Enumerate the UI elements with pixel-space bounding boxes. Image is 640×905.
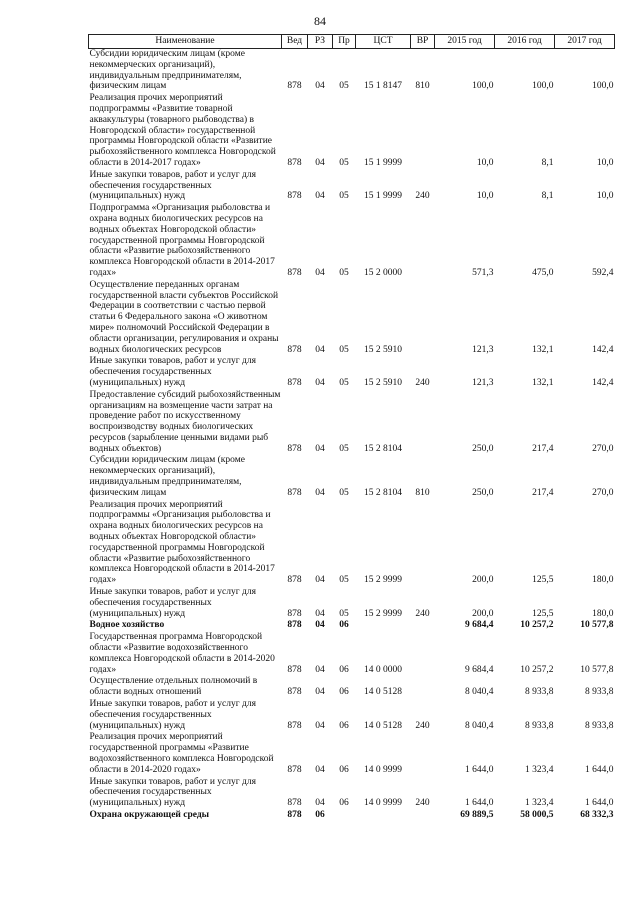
column-header-2016: 2016 год [495,35,555,49]
row-pr: 06 [339,664,349,675]
row-name: Осуществление отдельных полномочий в области водных отношений [89,676,258,698]
row-vr: 240 [415,720,430,731]
row-value-2016: 132,1 [532,344,554,355]
row-name: Реализация прочих мероприятий подпрограммы «Развитие товарной аквакультуры (товарного рыбоводства) в Новгородской области» государственной программы Новгородской области «Развитие рыбохозяйственного комплекса Новгородской области в 2014-2017 годах» [89,93,276,168]
row-rz: 06 [315,809,325,820]
table-row [89,279,615,356]
row-rz: 04 [315,191,325,202]
row-name: Иные закупки товаров, работ и услуг для обеспечения государственных (муниципальных) нужд [89,356,256,388]
row-pr: 06 [339,687,349,698]
row-rz: 04 [315,157,325,168]
column-header-name: Наименование [89,35,282,49]
table-row [89,619,615,631]
row-vr [411,92,435,169]
row-vr [411,809,435,821]
row-value-2015: 121,3 [472,377,494,388]
row-rz: 04 [315,608,325,619]
row-vr [411,202,435,279]
row-value-2015: 10,0 [476,157,494,168]
row-ved: 878 [287,377,302,388]
row-value-2015: 100,0 [472,81,494,92]
row-value-2015: 250,0 [472,443,494,454]
table-row [89,355,615,388]
row-value-2017: 10 577,8 [580,620,614,631]
row-rz: 04 [315,575,325,586]
table-row [89,776,615,809]
table-row [89,49,615,93]
row-value-2015: 9 684,4 [465,620,494,631]
row-name: Иные закупки товаров, работ и услуг для обеспечения государственных (муниципальных) нужд [89,169,256,202]
row-vr: 240 [415,798,430,809]
row-rz: 04 [315,81,325,92]
row-pr: 06 [339,620,349,631]
row-value-2016: 8 933,8 [525,720,554,731]
row-pr: 05 [339,487,349,498]
row-name: Реализация прочих мероприятий подпрограммы «Организация рыболовства и охрана водных биологических ресурсов на водных объектах Новгородской области» государственной программы Новгородской области «Развитие рыбохозяйственного комплекса Новгородской области в 2014-2017 годах» [89,499,275,586]
row-pr: 05 [339,81,349,92]
row-vr: 240 [415,191,430,202]
row-value-2017: 8 933,8 [585,720,614,731]
row-value-2017: 180,0 [592,575,614,586]
row-ved: 878 [287,267,302,278]
row-value-2016: 58 000,5 [520,809,554,820]
row-cst [356,809,411,821]
row-value-2017: 1 644,0 [585,798,614,809]
row-pr: 05 [339,377,349,388]
row-value-2017: 8 933,8 [585,687,614,698]
row-value-2016: 100,0 [532,81,554,92]
row-cst: 15 2 8104 [364,443,402,454]
row-name: Субсидии юридическим лицам (кроме некоммерческих организаций), индивидуальным предпринимателям, физическим лицам [89,49,245,92]
table-row [89,454,615,498]
row-value-2016: 1 323,4 [525,798,554,809]
row-pr: 06 [339,720,349,731]
column-header-2015: 2015 год [435,35,495,49]
row-value-2015: 1 644,0 [465,764,494,775]
row-cst: 14 0 0000 [364,664,402,675]
row-rz: 04 [315,443,325,454]
table-body [89,49,615,821]
table-row [89,809,615,821]
row-cst: 15 2 0000 [364,267,402,278]
table-row [89,731,615,775]
row-vr: 810 [415,487,430,498]
table-row [89,698,615,731]
row-ved: 878 [287,157,302,168]
row-cst: 15 1 9999 [364,191,402,202]
row-ved: 878 [287,664,302,675]
row-value-2015: 8 040,4 [465,687,494,698]
row-ved: 878 [287,687,302,698]
row-cst: 14 0 5128 [364,687,402,698]
row-vr: 240 [415,608,430,619]
row-value-2017: 10 577,8 [580,664,614,675]
row-cst: 15 2 9999 [364,608,402,619]
row-name: Охрана окружающей среды [89,809,210,820]
table-row [89,631,615,675]
row-cst: 15 1 9999 [364,157,402,168]
row-value-2015: 121,3 [472,344,494,355]
row-cst: 14 0 9999 [364,764,402,775]
row-value-2017: 100,0 [592,81,614,92]
column-header-rz: РЗ [308,35,333,49]
row-value-2017: 142,4 [592,344,614,355]
row-value-2015: 69 889,5 [460,809,494,820]
row-ved: 878 [287,798,302,809]
row-name: Иные закупки товаров, работ и услуг для обеспечения государственных (муниципальных) нужд [89,587,256,619]
row-name: Осуществление переданных органам государственной власти субъектов Российской Федерации в соответствии с частью первой статьи 6 Федерального закона «О животном мире» полномочий Российской Федерации в области организации, регулирования и охраны водных биологических ресурсов [89,279,279,355]
row-value-2017: 270,0 [592,487,614,498]
row-name: Субсидии юридическим лицам (кроме некоммерческих организаций), индивидуальным предпринимателям, физическим лицам [89,455,245,498]
row-value-2015: 250,0 [472,487,494,498]
column-header-pr: Пр [333,35,356,49]
row-rz: 04 [315,487,325,498]
row-ved: 878 [287,487,302,498]
column-header-vr: ВР [411,35,435,49]
row-pr: 05 [339,344,349,355]
row-vr [411,389,435,455]
row-vr [411,631,435,675]
row-rz: 04 [315,377,325,388]
row-value-2015: 200,0 [472,608,494,619]
column-header-ved: Вед [282,35,308,49]
row-vr [411,619,435,631]
row-value-2015: 571,3 [472,267,494,278]
row-ved: 878 [287,344,302,355]
row-ved: 878 [287,575,302,586]
row-ved: 878 [287,720,302,731]
table-row [89,389,615,455]
row-value-2017: 68 332,3 [580,809,614,820]
row-rz: 04 [315,720,325,731]
row-pr: 05 [339,608,349,619]
row-vr [411,675,435,698]
row-value-2017: 270,0 [592,443,614,454]
row-pr: 05 [339,267,349,278]
table-row [89,499,615,586]
row-value-2015: 200,0 [472,575,494,586]
row-value-2016: 8,1 [541,157,554,168]
row-vr [411,731,435,775]
row-cst [356,619,411,631]
row-cst: 15 2 5910 [364,344,402,355]
column-header-cst: ЦСТ [356,35,411,49]
row-pr: 06 [339,764,349,775]
row-pr [333,809,356,821]
row-name: Реализация прочих мероприятий государственной программы «Развитие водохозяйственного комплекса Новгородской области в 2014-2020 годах» [89,732,274,775]
row-pr: 06 [339,798,349,809]
row-value-2017: 10,0 [596,157,614,168]
page-number: 84 [314,14,326,28]
table-row [89,675,615,698]
row-vr [411,499,435,586]
row-vr: 240 [415,377,430,388]
row-cst: 15 2 8104 [364,487,402,498]
row-rz: 04 [315,267,325,278]
table-row [89,92,615,169]
row-value-2017: 142,4 [592,377,614,388]
row-rz: 04 [315,764,325,775]
row-ved: 878 [287,608,302,619]
row-value-2016: 10 257,2 [520,664,554,675]
table-row [89,169,615,202]
row-ved: 878 [287,764,302,775]
row-ved: 878 [287,443,302,454]
row-cst: 14 0 5128 [364,720,402,731]
table-header [89,35,615,49]
row-pr: 05 [339,157,349,168]
row-value-2015: 9 684,4 [465,664,494,675]
row-name: Государственная программа Новгородской области «Развитие водохозяйственного комплекса Новгородской области в 2014-2020 годах» [89,632,275,675]
column-header-2017: 2017 год [555,35,615,49]
row-value-2015: 10,0 [476,191,494,202]
row-name: Подпрограмма «Организация рыболовства и охрана водных биологических ресурсов на водных объектах Новгородской области» государственной программы Новгородской области «Развитие рыбохозяйственного комплекса Новгородской области в 2014-2017 годах» [89,203,275,278]
row-rz: 04 [315,798,325,809]
row-rz: 04 [315,687,325,698]
row-ved: 878 [287,81,302,92]
row-value-2017: 1 644,0 [585,764,614,775]
row-value-2016: 132,1 [532,377,554,388]
row-value-2015: 1 644,0 [465,798,494,809]
budget-table [88,34,615,821]
row-value-2016: 125,5 [532,575,554,586]
row-rz: 04 [315,664,325,675]
row-value-2016: 475,0 [532,267,554,278]
row-ved: 878 [287,191,302,202]
row-cst: 15 2 9999 [364,575,402,586]
row-pr: 05 [339,443,349,454]
row-name: Водное хозяйство [89,620,165,631]
row-value-2016: 217,4 [532,487,554,498]
row-value-2016: 8,1 [541,191,554,202]
row-cst: 15 1 8147 [364,81,402,92]
row-name: Предоставление субсидий рыбохозяйственным организациям на возмещение части затрат на проведение работ по искусственному воспроизводству водных биологических ресурсов (зарыбление ценными видами рыб водных объектов) [89,389,281,454]
row-pr: 05 [339,575,349,586]
row-vr: 810 [415,81,430,92]
row-ved: 878 [287,809,302,820]
table-row [89,202,615,279]
table-row [89,586,615,619]
row-vr [411,279,435,356]
row-value-2017: 10,0 [596,191,614,202]
row-value-2015: 8 040,4 [465,720,494,731]
row-rz: 04 [315,344,325,355]
row-pr: 05 [339,191,349,202]
row-cst: 15 2 5910 [364,377,402,388]
row-value-2016: 1 323,4 [525,764,554,775]
row-name: Иные закупки товаров, работ и услуг для обеспечения государственных (муниципальных) нужд [89,699,256,731]
row-rz: 04 [315,620,325,631]
row-value-2017: 180,0 [592,608,614,619]
row-value-2016: 8 933,8 [525,687,554,698]
row-value-2017: 592,4 [592,267,614,278]
row-ved: 878 [287,620,302,631]
row-value-2016: 125,5 [532,608,554,619]
row-name: Иные закупки товаров, работ и услуг для обеспечения государственных (муниципальных) нужд [89,776,256,809]
row-value-2016: 217,4 [532,443,554,454]
row-cst: 14 0 9999 [364,798,402,809]
row-value-2016: 10 257,2 [520,620,554,631]
